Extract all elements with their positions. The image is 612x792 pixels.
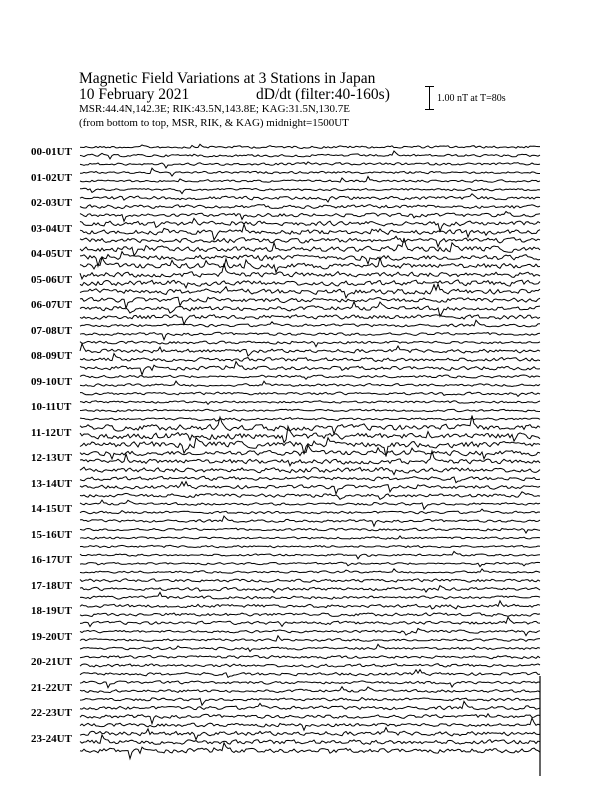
hour-label-10-11UT: 10-11UT bbox=[31, 401, 72, 413]
trace-02-03UT-MSR bbox=[80, 212, 540, 222]
trace-08-09UT-RIK bbox=[80, 354, 540, 362]
trace-09-10UT-MSR bbox=[80, 392, 540, 396]
trace-23-24UT-KAG bbox=[80, 728, 540, 740]
hour-label-20-21UT: 20-21UT bbox=[31, 656, 72, 668]
trace-00-01UT-MSR bbox=[80, 162, 540, 168]
trace-11-12UT-RIK bbox=[80, 426, 540, 442]
hour-label-05-06UT: 05-06UT bbox=[31, 273, 72, 286]
hour-label-03-04UT: 03-04UT bbox=[31, 222, 72, 235]
trace-02-03UT-RIK bbox=[80, 205, 540, 209]
trace-14-15UT-KAG bbox=[80, 500, 540, 509]
hour-label-09-10UT: 09-10UT bbox=[31, 375, 72, 388]
trace-23-24UT-MSR bbox=[80, 743, 540, 759]
hour-label-15-16UT: 15-16UT bbox=[31, 528, 72, 541]
trace-03-04UT-MSR bbox=[80, 236, 540, 247]
trace-15-16UT-MSR bbox=[80, 545, 540, 547]
scale-label: 1.00 nT at T=80s bbox=[437, 93, 506, 104]
trace-21-22UT-KAG bbox=[80, 681, 540, 688]
trace-02-03UT-KAG bbox=[80, 194, 540, 202]
trace-18-19UT-RIK bbox=[80, 613, 540, 617]
trace-00-01UT-RIK bbox=[80, 151, 540, 159]
trace-15-16UT-RIK bbox=[80, 536, 540, 539]
trace-03-04UT-KAG bbox=[80, 218, 540, 231]
trace-19-20UT-KAG bbox=[80, 629, 540, 636]
filter-label: dD/dt (filter:40-160s) bbox=[256, 86, 390, 103]
trace-01-02UT-KAG bbox=[80, 168, 540, 176]
trace-01-02UT-RIK bbox=[80, 177, 540, 183]
trace-21-22UT-MSR bbox=[80, 698, 540, 706]
trace-19-20UT-MSR bbox=[80, 644, 540, 651]
hour-label-06-07UT: 06-07UT bbox=[31, 299, 72, 311]
hour-label-01-02UT: 01-02UT bbox=[31, 171, 72, 184]
trace-17-18UT-MSR bbox=[80, 592, 540, 599]
trace-16-17UT-KAG bbox=[80, 551, 540, 558]
trace-14-15UT-RIK bbox=[80, 509, 540, 514]
hour-label-08-09UT: 08-09UT bbox=[31, 350, 72, 362]
trace-12-13UT-MSR bbox=[80, 467, 540, 474]
trace-18-19UT-MSR bbox=[80, 617, 540, 626]
trace-06-07UT-RIK bbox=[80, 302, 540, 317]
hour-label-16-17UT: 16-17UT bbox=[31, 554, 72, 566]
trace-09-10UT-RIK bbox=[80, 381, 540, 386]
trace-15-16UT-KAG bbox=[80, 528, 540, 533]
trace-05-06UT-RIK bbox=[80, 280, 540, 288]
hour-label-07-08UT: 07-08UT bbox=[31, 324, 72, 337]
trace-00-01UT-KAG bbox=[80, 144, 540, 148]
trace-14-15UT-MSR bbox=[80, 516, 540, 526]
trace-22-23UT-KAG bbox=[80, 701, 540, 709]
trace-order-note: (from bottom to top, MSR, RIK, & KAG) midnight=1500UT bbox=[79, 117, 349, 129]
hour-label-17-18UT: 17-18UT bbox=[31, 579, 72, 592]
trace-17-18UT-KAG bbox=[80, 579, 540, 582]
trace-08-09UT-KAG bbox=[80, 344, 540, 356]
trace-20-21UT-RIK bbox=[80, 664, 540, 668]
trace-10-11UT-KAG bbox=[80, 401, 540, 405]
trace-01-02UT-MSR bbox=[80, 188, 540, 193]
trace-22-23UT-RIK bbox=[80, 714, 540, 724]
hour-label-19-20UT: 19-20UT bbox=[31, 630, 72, 643]
trace-23-24UT-RIK bbox=[80, 735, 540, 745]
station-coordinates: MSR:44.4N,142.3E; RIK:43.5N,143.8E; KAG:31.5N,130.7E bbox=[79, 103, 351, 115]
trace-08-09UT-MSR bbox=[80, 362, 540, 375]
trace-20-21UT-KAG bbox=[80, 656, 540, 659]
chart-title: Magnetic Field Variations at 3 Stations in Japan bbox=[79, 70, 376, 87]
chart-date: 10 February 2021 bbox=[79, 86, 190, 103]
trace-12-13UT-KAG bbox=[80, 445, 540, 459]
trace-03-04UT-RIK bbox=[80, 224, 540, 240]
hour-label-02-03UT: 02-03UT bbox=[31, 197, 72, 209]
trace-04-05UT-KAG bbox=[80, 238, 540, 256]
hour-label-22-23UT: 22-23UT bbox=[31, 707, 72, 719]
trace-04-05UT-MSR bbox=[80, 258, 540, 273]
trace-21-22UT-RIK bbox=[80, 687, 540, 693]
hour-label-12-13UT: 12-13UT bbox=[31, 452, 72, 464]
hour-label-18-19UT: 18-19UT bbox=[31, 605, 72, 617]
trace-13-14UT-RIK bbox=[80, 482, 540, 494]
hour-label-00-01UT: 00-01UT bbox=[31, 146, 72, 158]
hour-label-11-12UT: 11-12UT bbox=[31, 426, 72, 439]
hour-label-21-22UT: 21-22UT bbox=[31, 681, 72, 694]
trace-13-14UT-KAG bbox=[80, 476, 540, 482]
trace-13-14UT-MSR bbox=[80, 492, 540, 500]
hour-label-23-24UT: 23-24UT bbox=[31, 732, 72, 745]
trace-20-21UT-MSR bbox=[80, 670, 540, 678]
trace-16-17UT-MSR bbox=[80, 569, 540, 573]
trace-19-20UT-RIK bbox=[80, 636, 540, 642]
trace-07-08UT-RIK bbox=[80, 332, 540, 339]
trace-07-08UT-MSR bbox=[80, 341, 540, 347]
trace-05-06UT-MSR bbox=[80, 284, 540, 298]
trace-18-19UT-KAG bbox=[80, 601, 540, 609]
trace-17-18UT-RIK bbox=[80, 586, 540, 593]
trace-07-08UT-KAG bbox=[80, 320, 540, 327]
trace-09-10UT-KAG bbox=[80, 375, 540, 379]
hour-label-14-15UT: 14-15UT bbox=[31, 503, 72, 515]
trace-10-11UT-RIK bbox=[80, 409, 540, 412]
hour-label-13-14UT: 13-14UT bbox=[31, 477, 72, 490]
trace-22-23UT-MSR bbox=[80, 718, 540, 730]
trace-16-17UT-RIK bbox=[80, 562, 540, 566]
trace-06-07UT-MSR bbox=[80, 315, 540, 325]
hour-label-04-05UT: 04-05UT bbox=[31, 248, 72, 260]
